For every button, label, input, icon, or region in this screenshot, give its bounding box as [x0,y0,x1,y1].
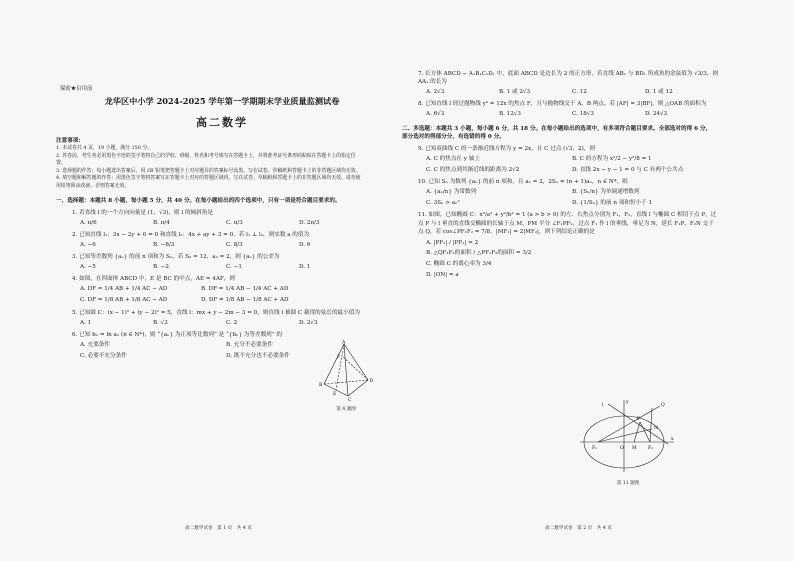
exam-title: 龙华区中小学 2024-2025 学年第一学期期末学业质量监测试卷 [104,96,340,106]
option-d: D. 既不充分也不必要条件 [226,353,290,360]
question-stem: 3. 已知等差数列 {aₙ} 的前 n 项和为 Sₙ，若 S₃ = 12，a₂ = 2，则 {aₙ} 的公差为 [72,254,280,261]
label-l: l [602,403,604,408]
option-d: D. {1/Sₙ} 的前 n 项和恒小于 1 [572,200,653,207]
question-stem: 1. 若直线 l 的一个方向向量是 (1，√3)，则 l 的倾斜角是 [72,209,213,216]
option-list [80,241,372,249]
figure-4-caption: 第 4 题图 [336,407,356,412]
label-o: O [620,446,624,451]
option-b: B. −8/3 [153,241,175,248]
notice-item: 4. 填空题和解答题的作答：用黑色签字笔将答案写在答题卡上对应的答题区域内。写在试卷、草稿纸和答题卡上的非答题区域均无效。请勿使用铅笔和涂改液，否则答案无效。 [56,175,361,189]
option-c: C. C 的焦点到其渐近线的距离为 2√2 [426,166,520,173]
option-list [426,188,718,207]
notice-item: 3. 选择题的作答：每小题选出答案后，用 2B 铅笔把答题卡上对应题目的答案标号涂黑。写在试卷、草稿纸和答题卡上的非答题区域均无效。 [56,167,361,174]
option-c: C. 18√3 [572,111,594,118]
option-list [80,319,372,327]
option-a: A. DF = 1/4 AB + 1/4 AC − AD [80,286,168,293]
option-list [80,219,372,227]
option-b: B. −2 [153,264,169,271]
label-m: M [632,446,637,451]
option-b: B. 充分不必要条件 [226,341,273,348]
question-stem: 4. 如图，在四面体 ABCD 中，E 是 BC 的中点，AE = 4AF，则 [72,276,235,283]
segment-f1q [598,406,660,442]
figure-4 [318,340,374,412]
page-2 [402,70,719,280]
option-c: C. 8/3 [226,241,243,248]
option-a: A. −5 [80,264,96,271]
label-p: P [637,417,641,422]
option-d: D. |ON| = a [426,271,459,278]
subject-title: 高二数学 [196,115,248,129]
option-c: C. π/3 [226,219,243,226]
segment-f2q [650,408,652,442]
question-stem: 2. 已知直线 l₁：3x − 2y + 6 = 0 和直线 l₂：4x + ay + 3 = 0，若 l₁ ⊥ l₂，则实数 a 的值为 [72,231,310,238]
label-f1: F₁ [592,446,598,451]
option-a: A. 6√3 [426,111,445,118]
option-c: C. DF = 1/8 AB + 1/8 AC − AD [80,297,168,304]
label-n: N [654,426,659,431]
option-c: C. 2 [226,319,238,326]
option-b: B. 12√3 [499,111,521,118]
option-a: A. −6 [80,241,96,248]
figure-11-caption: 第 11 题图 [616,481,640,486]
option-b: B. π/4 [153,219,170,226]
segment-ae [336,344,344,390]
option-a: A. 充要条件 [80,341,110,348]
option-d: D. 2√3 [299,319,318,326]
option-d: D. 1 或 12 [645,89,673,96]
edge-ac [344,344,348,396]
question-5 [72,309,372,327]
notice-item: 1. 本试卷共 4 页，19 小题，满分 150 分。 [56,144,153,151]
ellipse-diagram [578,398,678,476]
option-b: B. C 的方程为 x²/2 − y²/8 = 1 [572,155,652,162]
question-stem: 6. 已知 bₙ = ln aₙ (n ∈ N*)，则 “{aₙ} 为正项等比数列” 是 “{bₙ} 为等差数列” 的 [72,331,282,338]
question-stem: 9. 已知双曲线 C 的一条渐近线方程为 y = 2x，且 C 过点 (√3，2)，则 [418,145,595,152]
footer-page-1: 高二数学试卷 第 1 页 共 4 页 [185,526,252,531]
option-list [426,88,718,96]
question-stem: 7. 长方体 ABCD − A₁B₁C₁D₁ 中，底面 ABCD 是边长为 2 的正方形，若直线 AB₁ 与 BD₁ 所成角的余弦值为 √3/3，则 AA₁ 的长为 [418,71,719,86]
question-4 [72,275,322,304]
option-b: B. {Sₙ/n} 为单调递增数列 [572,189,640,196]
figure-11 [578,398,678,484]
question-9 [418,145,718,174]
page-1 [56,70,372,360]
label-d: D [369,379,374,384]
question-10 [418,178,718,207]
question-7 [418,70,718,96]
label-e: E [333,392,337,397]
option-d: D. 6 [299,241,311,248]
option-a: A. C 的焦点在 y 轴上 [426,155,480,162]
option-c: C. 必要不充分条件 [80,353,127,360]
option-a: A. {aₙ/n} 为常数列 [426,189,477,196]
question-8 [418,100,718,118]
option-list [80,263,372,271]
question-3 [72,253,372,271]
option-c: C. 12 [572,89,587,96]
label-c: C [348,398,352,402]
question-stem: 11. 如图，已知椭圆 C：x²/a² + y²/b² = 1 (a > b > 0) 的左、右焦点分别为 F₁，F₂，直线 l 与椭圆 C 相切于点 P，过点 P 与 l 垂直的直线交椭圆的长轴于点 M，PM 平分 ∠F₁PF₂，过点 F₁ 作 l 的垂线，垂足为 N，延长 F₁P，F₂N 交于点 Q，若 cos∠PF₁F₂ = 7/8，|MF₁| = 2|MF₂|，则下列结论正确的是 [418,212,717,235]
option-a: A. 1 [80,319,92,326]
edge-cd [348,380,368,396]
option-b: B. DF = 1/4 AB − 1/4 AC + AD [201,286,289,293]
section-1-heading: 一、选择题：本题共 8 小题，每小题 5 分，共 40 分。在每小题给出的四个选项中，只有一项是符合题目要求的。 [56,197,341,204]
question-stem: 10. 已知 Sₙ 为数列 {aₙ} 的前 n 项和，且 a₁ = 2，2Sₙ = (n + 1)aₙ，n ∈ N*，则 [418,179,628,186]
question-1 [72,209,372,227]
notice-item: 2. 答卷前，考生务必用黑色字迹的签字笔将自己的学校、班级、姓名和考号填写在答题卡上，并将准考证号条形码粘贴在答题卡上的指定位置。 [56,152,356,167]
option-c: C. −1 [226,264,242,271]
question-2 [72,231,372,249]
option-c: C. 椭圆 C 的离心率为 3/4 [426,261,492,267]
option-d: D. 直线 2x − y − 1 = 0 与 C 有两个公共点 [572,166,684,173]
secret-label: 保密★启用前 [60,86,93,92]
question-stem: 8. 已知直线 l 经过抛物线 y² = 12x 的焦点 F，且与抛物线交于 A，B 两点，若 |AF| = 3|BF|，则 △OAB 的面积为 [418,101,707,108]
segment-f1n [598,429,652,442]
option-d: D. 24√3 [645,111,668,118]
option-list [426,110,718,118]
label-a: A [342,340,346,346]
question-stem: 5. 已知圆 C：(x − 1)² + (y − 2)² = 5，直线 l：mx + y − 2m − 3 = 0，则直线 l 被圆 C 截得的弦长的最小值为 [72,309,360,316]
notice-list [56,145,361,191]
segment-pf2 [640,422,650,442]
footer-page-2: 高二数学试卷 第 2 页 共 4 页 [545,526,612,531]
edge-bd [324,380,368,384]
label-y: y [626,400,629,405]
option-a: A. 2√3 [426,89,445,96]
option-a: A. π/6 [80,219,97,226]
option-list [80,285,322,304]
option-list [426,155,718,174]
label-b: B [319,383,323,388]
edge-ab [324,344,344,384]
edge-ad [344,344,368,380]
option-d: D. 2π/3 [299,219,320,226]
option-b: B. 1 或 2√3 [499,89,531,96]
label-q: Q [661,403,665,408]
option-b: B. √3 [153,319,168,326]
tetrahedron-diagram [318,340,374,402]
option-d: D. 1 [299,264,311,271]
option-d: D. DF = 1/8 AB − 1/8 AC + AD [201,297,289,304]
question-11 [418,211,718,280]
section-2-heading: 二、多选题：本题共 3 小题，每小题 6 分，共 18 分。在每小题给出的选项中，有多项符合题目要求。全部选对的得 6 分，部分选对的得部分分，有选错的得 0 分。 [402,125,712,140]
option-c: C. 3Sₙ > aₙ² [426,200,460,207]
option-list [426,238,576,281]
option-b: B. △QF₁F₂的面积 / △PF₁F₂的面积 = 3/2 [426,250,532,257]
label-x: x [671,437,674,442]
label-f: F [337,355,341,360]
tangent-line-l [608,404,668,444]
label-f2: F₂ [648,446,654,451]
option-a: A. |PF₁| / |PF₂| = 2 [426,239,479,246]
notice-heading: 注意事项: [56,137,81,144]
